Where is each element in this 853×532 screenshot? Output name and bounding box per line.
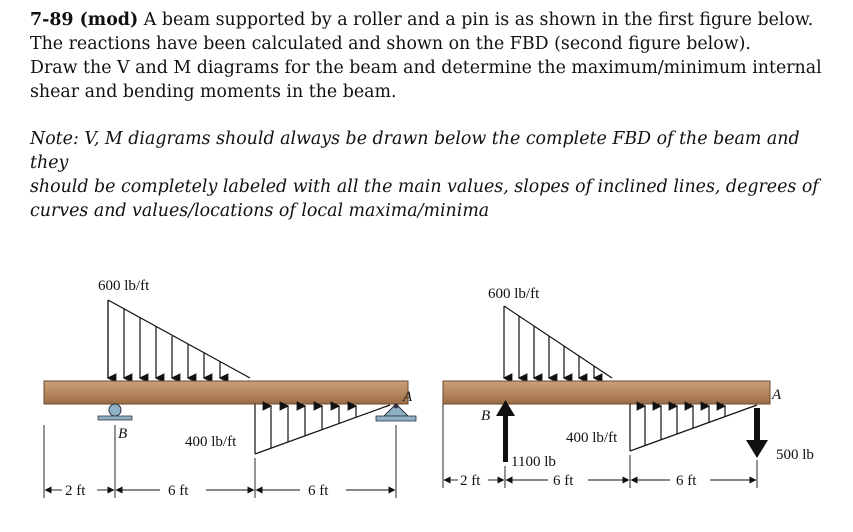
fig1-beam <box>44 381 408 404</box>
fig2-top-distributed-load <box>504 306 612 378</box>
fig2-reaction-a-value: 500 lb <box>776 447 814 463</box>
note-line-3: curves and values/locations of local maxima/minima <box>30 201 490 221</box>
fig2-dim-6ft-a: 6 ft <box>553 473 574 489</box>
fig1-roller-support <box>98 404 132 420</box>
fig1-bottom-distributed-load <box>255 404 390 454</box>
fig1-label-a: A <box>403 389 413 405</box>
problem-line-1: A beam supported by a roller and a pin is as shown in the first figure below. <box>138 10 814 30</box>
fig2-bottom-distributed-load <box>630 404 757 451</box>
fig2-label-a: A <box>772 387 782 403</box>
fig2-reaction-a-arrow <box>746 408 768 458</box>
fig2-dim-2ft: 2 ft <box>460 473 481 489</box>
figure-1 <box>44 278 416 499</box>
fig2-load-top-label: 600 lb/ft <box>488 286 540 302</box>
fig2-beam <box>443 381 770 404</box>
fig1-pin-support <box>376 404 416 422</box>
note-line-1: Note: V, M diagrams should always be drawn below the complete FBD of the beam and they <box>30 129 800 173</box>
fig1-dim-2ft: 2 ft <box>65 483 86 499</box>
fig1-top-distributed-load <box>108 300 250 378</box>
problem-number: 7-89 (mod) <box>30 10 139 30</box>
fig1-load-top-label: 600 lb/ft <box>98 278 150 294</box>
fig1-label-b: B <box>118 426 128 442</box>
fig1-load-bottom-label: 400 lb/ft <box>185 434 237 450</box>
problem-line-2: The reactions have been calculated and shown on the FBD (second figure below). <box>30 34 751 54</box>
fig2-reaction-b-arrow <box>496 400 515 462</box>
fig2-label-b: B <box>481 408 491 424</box>
fig1-dim-6ft-a: 6 ft <box>168 483 189 499</box>
problem-line-4: shear and bending moments in the beam. <box>30 82 397 102</box>
problem-line-3: Draw the V and M diagrams for the beam and determine the maximum/minimum internal <box>30 58 822 78</box>
fig2-dim-6ft-b: 6 ft <box>676 473 697 489</box>
note-line-2: should be completely labeled with all the main values, slopes of inclined lines, degrees of <box>30 177 819 197</box>
figure-2 <box>443 286 814 489</box>
fig2-load-bottom-label: 400 lb/ft <box>566 430 618 446</box>
fig2-reaction-b-value: 1100 lb <box>511 454 556 470</box>
fig1-dim-6ft-b: 6 ft <box>308 483 329 499</box>
